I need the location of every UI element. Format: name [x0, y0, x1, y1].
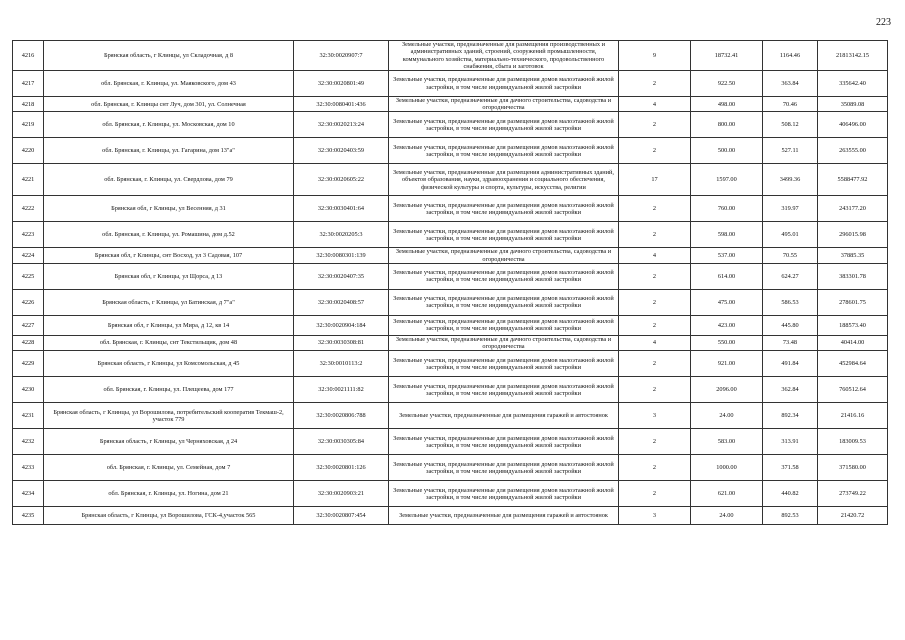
cadastral-value-cell: 5588477.92	[818, 164, 888, 196]
cadastral-value-cell: 406496.00	[818, 112, 888, 138]
area-cell: 550.00	[691, 335, 763, 350]
table-row	[13, 222, 888, 248]
cadastral-value-cell: 21813142.15	[818, 41, 888, 71]
cadastral-number-cell: 32:30:0020408:57	[294, 289, 389, 315]
address-cell: обл. Брянская, г. Клинцы, ул. Семейная, дом 7	[44, 455, 294, 481]
use-group-cell: 2	[619, 481, 691, 507]
cadastral-number-cell: 32:30:0080401:436	[294, 97, 389, 112]
address-cell: обл. Брянская, г. Клинцы, снт Текстильщик, дом 48	[44, 335, 294, 350]
specific-value-cell: 495.01	[763, 222, 818, 248]
specific-value-cell: 313.91	[763, 429, 818, 455]
cadastral-number-cell: 32:30:0020403:59	[294, 138, 389, 164]
use-group-cell: 2	[619, 196, 691, 222]
cadastral-value-cell: 183009.53	[818, 429, 888, 455]
table-row	[13, 481, 888, 507]
area-cell: 498.00	[691, 97, 763, 112]
cadastral-value-cell: 243177.20	[818, 196, 888, 222]
area-cell: 922.50	[691, 71, 763, 97]
use-group-cell: 9	[619, 41, 691, 71]
address-cell: обл. Брянская, г. Клинцы, ул. Ромашина, дом д.52	[44, 222, 294, 248]
area-cell: 475.00	[691, 289, 763, 315]
land-use-cell: Земельные участки, предназначенные для размещения производственных и административных зданий, строений, сооружений промышленности, коммунального хозяйства, материально-технического, продовольственного снабжения, сбыта и заготовок	[389, 41, 619, 71]
table-row	[13, 315, 888, 335]
specific-value-cell: 363.84	[763, 71, 818, 97]
land-use-cell: Земельные участки, предназначенные для размещения домов малоэтажной жилой застройки, в том числе индивидуальной жилой застройки	[389, 196, 619, 222]
cadastral-number-cell: 32:30:0010113:2	[294, 351, 389, 377]
page-number: 223	[876, 17, 891, 28]
land-use-cell: Земельные участки, предназначенные для размещения домов малоэтажной жилой застройки, в том числе индивидуальной жилой застройки	[389, 138, 619, 164]
cadastral-number-cell: 32:30:0020806:788	[294, 403, 389, 429]
address-cell: Брянская область, г Клинцы, ул Ворошилова, ГСК-4,участок 565	[44, 507, 294, 525]
specific-value-cell: 527.11	[763, 138, 818, 164]
land-use-cell: Земельные участки, предназначенные для дачного строительства, садоводства и огородничества	[389, 335, 619, 350]
land-use-cell: Земельные участки, предназначенные для размещения гаражей и автостоянок	[389, 403, 619, 429]
cadastral-number-cell: 32:30:0020407:35	[294, 263, 389, 289]
land-use-cell: Земельные участки, предназначенные для размещения домов малоэтажной жилой застройки, в том числе индивидуальной жилой застройки	[389, 429, 619, 455]
address-cell: Брянская обл, г Клинцы, ул Щорса, д 13	[44, 263, 294, 289]
table-row	[13, 138, 888, 164]
area-cell: 24.00	[691, 403, 763, 429]
land-use-cell: Земельные участки, предназначенные для размещения домов малоэтажной жилой застройки, в том числе индивидуальной жилой застройки	[389, 315, 619, 335]
specific-value-cell: 892.53	[763, 507, 818, 525]
use-group-cell: 4	[619, 248, 691, 263]
address-cell: Брянская область, г Клинцы, ул Комсомольская, д 45	[44, 351, 294, 377]
area-cell: 760.00	[691, 196, 763, 222]
cadastral-number-cell: 32:30:0020801:49	[294, 71, 389, 97]
cadastral-number-cell: 32:30:0020605:22	[294, 164, 389, 196]
table-row	[13, 97, 888, 112]
use-group-cell: 2	[619, 455, 691, 481]
area-cell: 18732.41	[691, 41, 763, 71]
table-row	[13, 248, 888, 263]
row-number-cell: 4223	[13, 222, 44, 248]
specific-value-cell: 440.82	[763, 481, 818, 507]
cadastral-number-cell: 32:30:0080301:139	[294, 248, 389, 263]
row-number-cell: 4235	[13, 507, 44, 525]
row-number-cell: 4225	[13, 263, 44, 289]
address-cell: Брянская обл, г Клинцы, ул Мира, д 12, кв 14	[44, 315, 294, 335]
land-use-cell: Земельные участки, предназначенные для размещения гаражей и автостоянок	[389, 507, 619, 525]
land-use-cell: Земельные участки, предназначенные для размещения административных зданий, объектов образования, науки, здравоохранения и социального обеспечения, физической культуры и спорта, культуры, искусства, религии	[389, 164, 619, 196]
use-group-cell: 2	[619, 429, 691, 455]
address-cell: обл. Брянская, г. Клинцы, ул. Гагарина, дом 13"а"	[44, 138, 294, 164]
cadastral-number-cell: 32:30:0030401:64	[294, 196, 389, 222]
address-cell: Брянская область, г Клинцы, ул Батинская, д 7"а"	[44, 289, 294, 315]
address-cell: обл. Брянская, г. Клинцы, ул. Плещеева, дом 177	[44, 377, 294, 403]
table-row	[13, 429, 888, 455]
use-group-cell: 17	[619, 164, 691, 196]
row-number-cell: 4230	[13, 377, 44, 403]
table-row	[13, 112, 888, 138]
land-registry-table	[12, 40, 888, 525]
table-row	[13, 507, 888, 525]
address-cell: Брянская обл, г Клинцы, ул Весенняя, д 31	[44, 196, 294, 222]
use-group-cell: 2	[619, 351, 691, 377]
specific-value-cell: 362.84	[763, 377, 818, 403]
table-row	[13, 335, 888, 350]
table-row	[13, 263, 888, 289]
area-cell: 921.00	[691, 351, 763, 377]
row-number-cell: 4224	[13, 248, 44, 263]
area-cell: 800.00	[691, 112, 763, 138]
address-cell: Брянская область, г Клинцы, ул Складочная, д 8	[44, 41, 294, 71]
row-number-cell: 4218	[13, 97, 44, 112]
area-cell: 614.00	[691, 263, 763, 289]
use-group-cell: 4	[619, 335, 691, 350]
use-group-cell: 4	[619, 97, 691, 112]
table-row	[13, 455, 888, 481]
specific-value-cell: 445.80	[763, 315, 818, 335]
cadastral-number-cell: 32:30:0020205:3	[294, 222, 389, 248]
cadastral-number-cell: 32:30:0020904:184	[294, 315, 389, 335]
specific-value-cell: 319.97	[763, 196, 818, 222]
address-cell: обл. Брянская, г. Клинцы, ул. Московская, дом 10	[44, 112, 294, 138]
specific-value-cell: 3499.36	[763, 164, 818, 196]
area-cell: 583.00	[691, 429, 763, 455]
row-number-cell: 4231	[13, 403, 44, 429]
cadastral-value-cell: 278601.75	[818, 289, 888, 315]
address-cell: обл. Брянская, г. Клинцы, ул. Ногина, дом 21	[44, 481, 294, 507]
specific-value-cell: 73.48	[763, 335, 818, 350]
table-row	[13, 71, 888, 97]
row-number-cell: 4216	[13, 41, 44, 71]
table-row	[13, 41, 888, 71]
row-number-cell: 4229	[13, 351, 44, 377]
table-row	[13, 351, 888, 377]
address-cell: обл. Брянская, г. Клинцы, ул. Свердлова, дом 79	[44, 164, 294, 196]
row-number-cell: 4221	[13, 164, 44, 196]
cadastral-value-cell: 273749.22	[818, 481, 888, 507]
area-cell: 2096.00	[691, 377, 763, 403]
use-group-cell: 2	[619, 222, 691, 248]
cadastral-value-cell: 452984.64	[818, 351, 888, 377]
area-cell: 621.00	[691, 481, 763, 507]
use-group-cell: 2	[619, 377, 691, 403]
specific-value-cell: 508.12	[763, 112, 818, 138]
row-number-cell: 4234	[13, 481, 44, 507]
row-number-cell: 4222	[13, 196, 44, 222]
use-group-cell: 2	[619, 71, 691, 97]
cadastral-value-cell: 296015.98	[818, 222, 888, 248]
land-use-cell: Земельные участки, предназначенные для дачного строительства, садоводства и огородничества	[389, 97, 619, 112]
land-use-cell: Земельные участки, предназначенные для размещения домов малоэтажной жилой застройки, в том числе индивидуальной жилой застройки	[389, 263, 619, 289]
land-use-cell: Земельные участки, предназначенные для размещения домов малоэтажной жилой застройки, в том числе индивидуальной жилой застройки	[389, 71, 619, 97]
specific-value-cell: 892.34	[763, 403, 818, 429]
row-number-cell: 4228	[13, 335, 44, 350]
cadastral-value-cell: 37885.35	[818, 248, 888, 263]
use-group-cell: 2	[619, 315, 691, 335]
row-number-cell: 4226	[13, 289, 44, 315]
cadastral-number-cell: 32:30:0030308:81	[294, 335, 389, 350]
table-row	[13, 377, 888, 403]
use-group-cell: 2	[619, 138, 691, 164]
specific-value-cell: 624.27	[763, 263, 818, 289]
area-cell: 537.00	[691, 248, 763, 263]
land-use-cell: Земельные участки, предназначенные для размещения домов малоэтажной жилой застройки, в том числе индивидуальной жилой застройки	[389, 222, 619, 248]
address-cell: обл. Брянская, г. Клинцы снт Луч, дом 301, ул. Солнечная	[44, 97, 294, 112]
land-use-cell: Земельные участки, предназначенные для размещения домов малоэтажной жилой застройки, в том числе индивидуальной жилой застройки	[389, 377, 619, 403]
cadastral-value-cell: 335642.40	[818, 71, 888, 97]
use-group-cell: 2	[619, 289, 691, 315]
use-group-cell: 2	[619, 263, 691, 289]
address-cell: Брянская область, г Клинцы, ул Ворошилова, потребительский кооператив Текмаш-2, участок 779	[44, 403, 294, 429]
land-use-cell: Земельные участки, предназначенные для дачного строительства, садоводства и огородничества	[389, 248, 619, 263]
cadastral-value-cell: 760512.64	[818, 377, 888, 403]
table-row	[13, 289, 888, 315]
row-number-cell: 4220	[13, 138, 44, 164]
area-cell: 24.00	[691, 507, 763, 525]
cadastral-number-cell: 32:30:0020807:454	[294, 507, 389, 525]
land-use-cell: Земельные участки, предназначенные для размещения домов малоэтажной жилой застройки, в том числе индивидуальной жилой застройки	[389, 289, 619, 315]
cadastral-number-cell: 32:30:0020907:7	[294, 41, 389, 71]
cadastral-number-cell: 32:30:0020903:21	[294, 481, 389, 507]
use-group-cell: 3	[619, 507, 691, 525]
cadastral-number-cell: 32:30:0021111:82	[294, 377, 389, 403]
cadastral-value-cell: 188573.40	[818, 315, 888, 335]
specific-value-cell: 1164.46	[763, 41, 818, 71]
table-row	[13, 403, 888, 429]
cadastral-number-cell: 32:30:0020213:24	[294, 112, 389, 138]
specific-value-cell: 371.58	[763, 455, 818, 481]
land-use-cell: Земельные участки, предназначенные для размещения домов малоэтажной жилой застройки, в том числе индивидуальной жилой застройки	[389, 455, 619, 481]
specific-value-cell: 586.53	[763, 289, 818, 315]
specific-value-cell: 70.55	[763, 248, 818, 263]
cadastral-value-cell: 21420.72	[818, 507, 888, 525]
row-number-cell: 4217	[13, 71, 44, 97]
use-group-cell: 2	[619, 112, 691, 138]
land-use-cell: Земельные участки, предназначенные для размещения домов малоэтажной жилой застройки, в том числе индивидуальной жилой застройки	[389, 351, 619, 377]
cadastral-value-cell: 383301.78	[818, 263, 888, 289]
area-cell: 1000.00	[691, 455, 763, 481]
cadastral-value-cell: 21416.16	[818, 403, 888, 429]
area-cell: 423.00	[691, 315, 763, 335]
cadastral-number-cell: 32:30:0020801:126	[294, 455, 389, 481]
land-use-cell: Земельные участки, предназначенные для размещения домов малоэтажной жилой застройки, в том числе индивидуальной жилой застройки	[389, 112, 619, 138]
area-cell: 598.00	[691, 222, 763, 248]
use-group-cell: 3	[619, 403, 691, 429]
cadastral-value-cell: 371580.00	[818, 455, 888, 481]
address-cell: обл. Брянская, г. Клинцы, ул. Маяковского, дом 43	[44, 71, 294, 97]
address-cell: Брянская область, г Клинцы, ул Черняховская, д 24	[44, 429, 294, 455]
table-row	[13, 196, 888, 222]
cadastral-value-cell: 263555.00	[818, 138, 888, 164]
address-cell: Брянская обл, г Клинцы, снт Восход, ул 3 Садовая, 107	[44, 248, 294, 263]
area-cell: 500.00	[691, 138, 763, 164]
table-row	[13, 164, 888, 196]
specific-value-cell: 491.84	[763, 351, 818, 377]
specific-value-cell: 70.46	[763, 97, 818, 112]
cadastral-number-cell: 32:30:0030305:84	[294, 429, 389, 455]
area-cell: 1597.00	[691, 164, 763, 196]
row-number-cell: 4232	[13, 429, 44, 455]
row-number-cell: 4233	[13, 455, 44, 481]
cadastral-value-cell: 35089.08	[818, 97, 888, 112]
row-number-cell: 4227	[13, 315, 44, 335]
row-number-cell: 4219	[13, 112, 44, 138]
cadastral-value-cell: 40414.00	[818, 335, 888, 350]
land-use-cell: Земельные участки, предназначенные для размещения домов малоэтажной жилой застройки, в том числе индивидуальной жилой застройки	[389, 481, 619, 507]
